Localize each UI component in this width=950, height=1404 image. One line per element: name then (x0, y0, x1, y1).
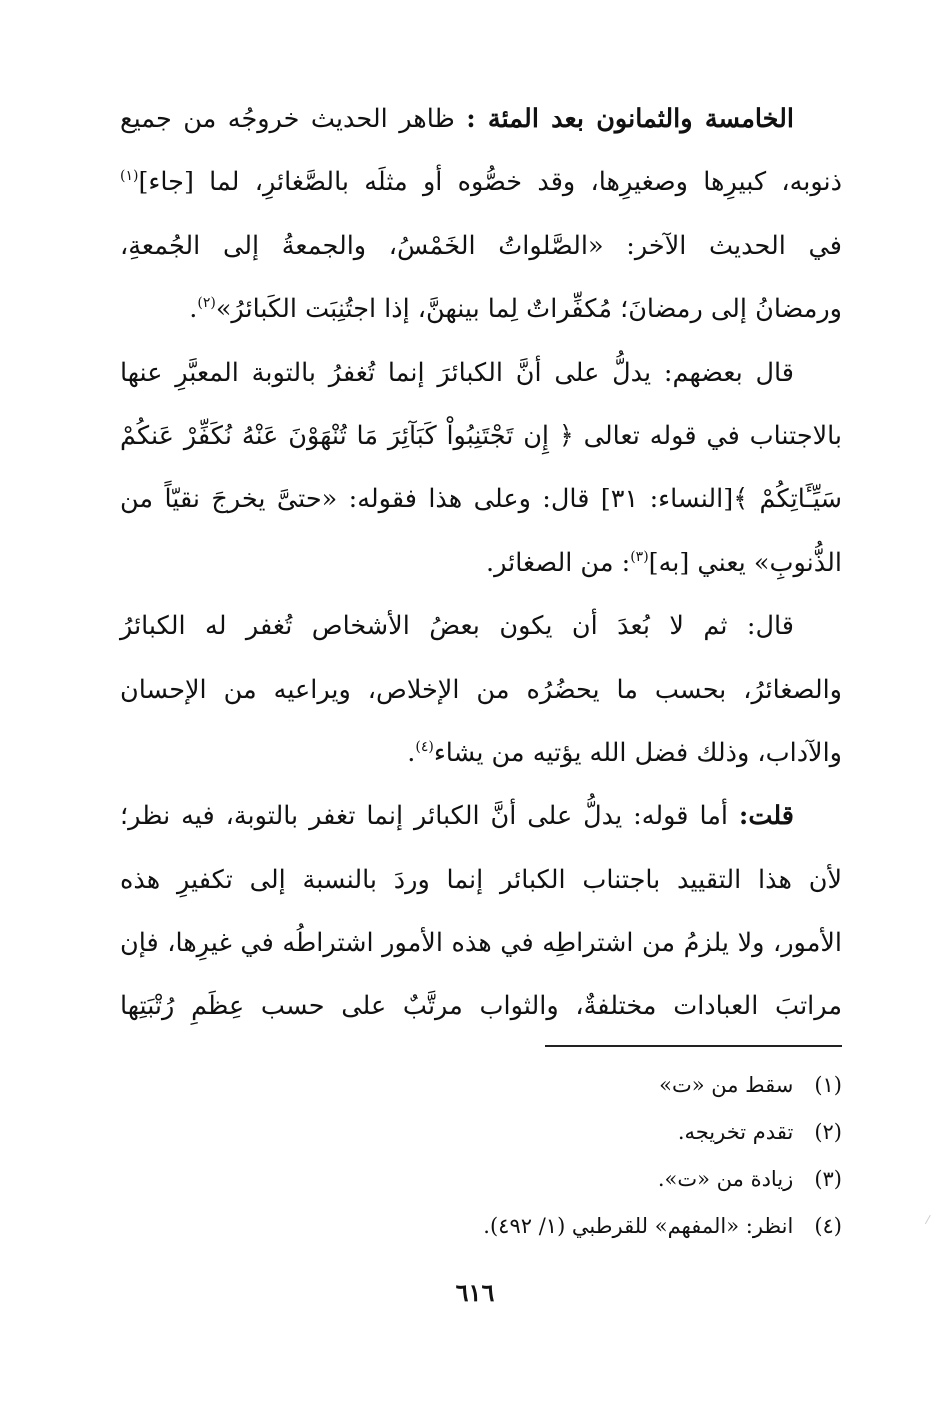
line-text: والآداب، وذلك فضل الله يؤتيه من يشاء (433, 737, 842, 768)
line-text: قال بعضهم: يدلُّ على أنَّ الكبائرَ إنما تُغفرُ بالتوبة المعبَّرِ عنها (120, 357, 794, 388)
footnote-text: زيادة من «ت». (657, 1167, 794, 1191)
line-text-end: . (407, 737, 416, 768)
text-line (120, 215, 842, 278)
line-text: ذنوبه، كبيرِها وصغيرِها، وقد خصُّوه أو مثلَه بالصَّغائرِ، لما [جاء] (138, 167, 842, 198)
text-line (120, 151, 842, 214)
footnote-ref[interactable]: (١) (120, 168, 139, 185)
text-line (120, 278, 842, 341)
line-text: في الحديث الآخر: «الصَّلواتُ الخَمْسُ، والجمعةُ إلى الجُمعةِ، (120, 230, 842, 261)
text-line (120, 722, 842, 785)
text-line (120, 342, 842, 405)
section-heading: الخامسة والثمانون بعد المئة : (466, 104, 794, 134)
footnote-item (142, 1062, 842, 1109)
text-line (120, 405, 842, 468)
line-text: الذُّنوبِ» يعني [به] (648, 547, 842, 578)
text-line (120, 532, 842, 595)
text-line (120, 468, 842, 531)
text-line (120, 975, 842, 1038)
footnote-number: (٣) (814, 1167, 842, 1191)
line-text: والصغائرُ، بحسب ما يحضُرُه من الإخلاص، ويراعيه من الإحسان (120, 674, 842, 705)
text-line (120, 912, 842, 975)
footnotes (142, 1062, 842, 1250)
line-text: ورمضانُ إلى رمضانَ؛ مُكفِّراتٌ لِما بينهنَّ، إذا اجتُنِبَت الكَبائرُ» (215, 294, 842, 325)
page-number: ٦١٦ (455, 1278, 495, 1307)
quran-verse-line: بالاجتناب في قوله تعالى ﴿ إِن تَجْتَنِبُواْ كَبَآئِرَ مَا تُنْهَوْنَ عَنْهُ نُكَفِّرْ عَنكُمْ (120, 420, 842, 451)
line-text: مراتبَ العبادات مختلفةٌ، والثواب مرتَّبٌ على حسب عِظَمِ رُتْبَتِها (120, 991, 842, 1022)
footnote-number: (٢) (814, 1120, 842, 1144)
footnote-text: سقط من «ت» (659, 1073, 794, 1097)
text-line (120, 849, 842, 912)
line-text: الأمور، ولا يلزمُ من اشتراطِه في هذه الأمور اشتراطُه في غيرِها، فإن (120, 928, 842, 959)
footnote-ref[interactable]: (٤) (415, 738, 434, 755)
footnote-text: تقدم تخريجه. (677, 1120, 794, 1144)
line-text: لأن هذا التقييد باجتناب الكبائر إنما وردَ بالنسبة إلى تكفيرِ هذه (120, 864, 842, 895)
footnote-number: (٤) (814, 1214, 842, 1238)
scan-artifact (916, 1210, 931, 1224)
text-line (120, 659, 842, 722)
footnote-number: (١) (814, 1073, 842, 1097)
section-heading: قلت: (738, 801, 794, 832)
footnote-ref[interactable]: (٣) (630, 548, 649, 565)
line-text: قال: ثم لا بُعدَ أن يكون بعضُ الأشخاص تُغفر له الكبائرُ (120, 611, 794, 642)
text-line (120, 595, 842, 658)
line-text-end: : من الصغائر. (486, 547, 631, 578)
text-line (120, 785, 842, 848)
text-line (120, 88, 842, 151)
footnote-item (142, 1156, 842, 1203)
line-text: أما قوله: يدلُّ على أنَّ الكبائر إنما تغفر بالتوبة، فيه نظر؛ (120, 801, 739, 832)
line-text-end: . (189, 294, 198, 325)
footnote-item (142, 1203, 842, 1250)
line-text: سَيِّـَٔاتِكُمْ ﴾[النساء: ٣١] قال: وعلى هذا فقوله: «حتىَّ يخرجَ نقيّاً من (120, 484, 843, 515)
footnote-divider (545, 1045, 842, 1047)
line-text: ظاهر الحديث خروجُه من جميع (120, 104, 467, 134)
footnote-ref[interactable]: (٢) (197, 295, 216, 312)
footnote-item (142, 1109, 842, 1156)
main-text (120, 88, 842, 1039)
footnote-text: انظر: «المفهم» للقرطبي (١/ ٤٩٢). (483, 1214, 794, 1238)
